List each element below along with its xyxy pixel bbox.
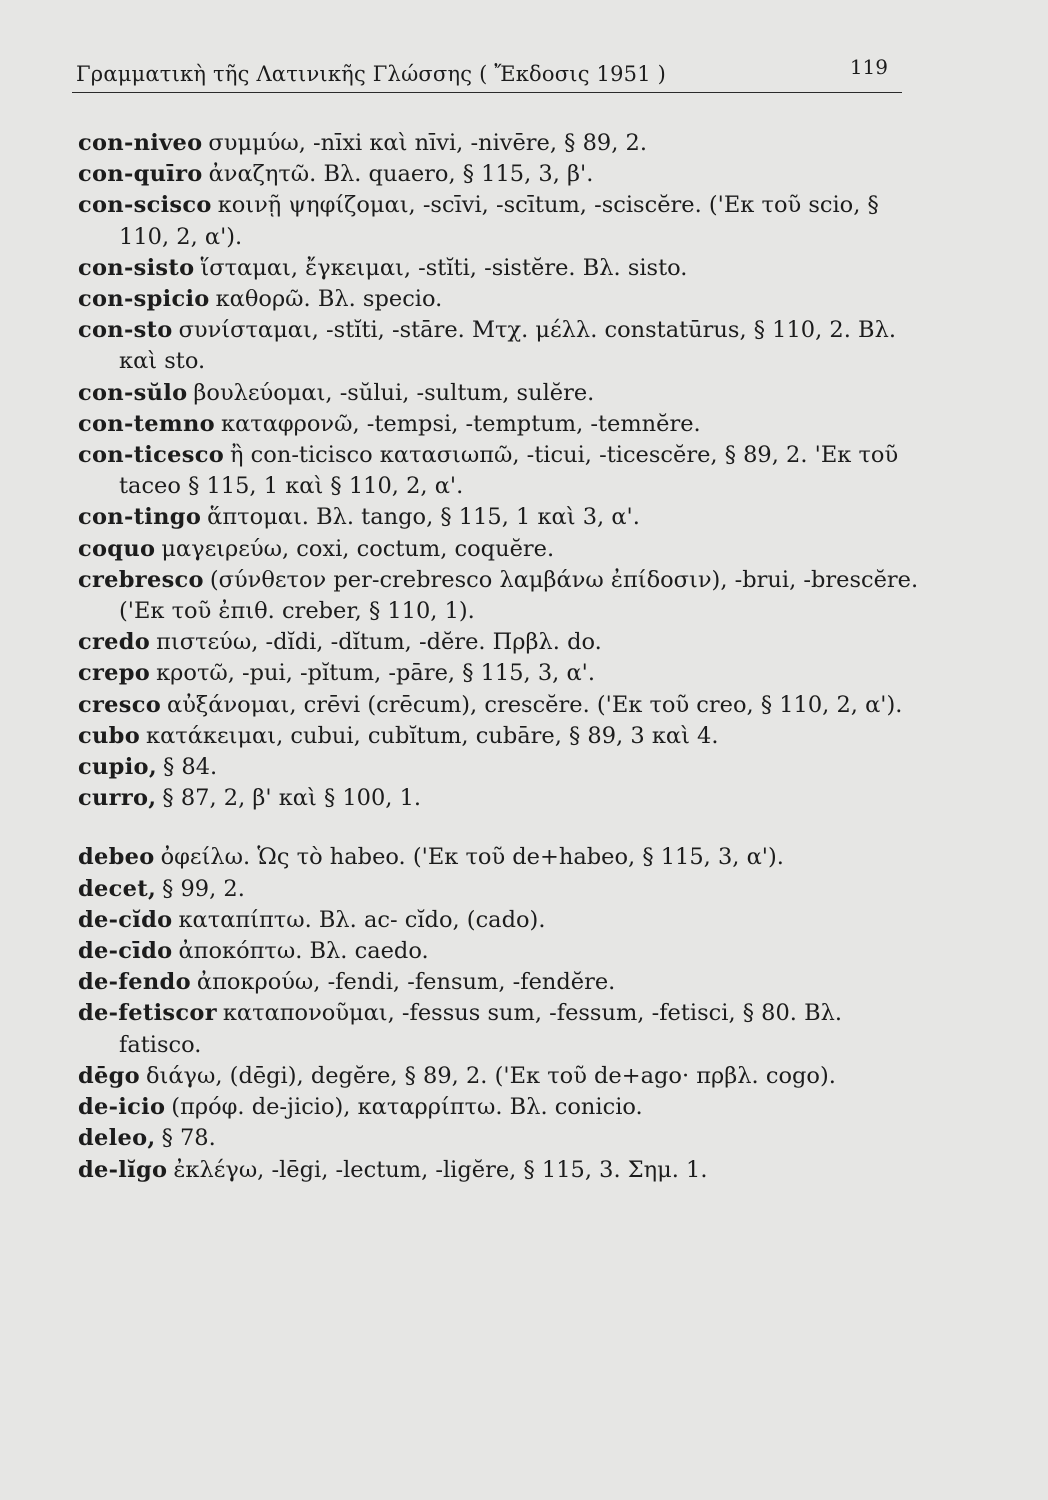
entry-lemma: dēgo xyxy=(78,1062,140,1089)
entry-definition: πιστεύω, -dĭdi, -dĭtum, -dĕre. Πρβλ. do. xyxy=(156,629,602,656)
dictionary-entry xyxy=(78,378,923,409)
entry-definition: ἀποκόπτω. Βλ. caedo. xyxy=(178,938,429,965)
entry-lemma: con-ticesco xyxy=(78,442,225,469)
dictionary-entry xyxy=(78,159,923,190)
dictionary-entry xyxy=(78,721,923,752)
dictionary-entry xyxy=(78,967,923,998)
dictionary-entry xyxy=(78,128,923,159)
entry-definition: κατάκειμαι, cubui, cubĭtum, cubāre, § 89, 3 καὶ 4. xyxy=(146,722,719,749)
entry-definition: ὀφείλω. Ὡς τὸ habeo. ('Εκ τοῦ de+habeo, § 115, 3, α'). xyxy=(160,844,784,871)
entry-definition: κροτῶ, -pui, -pĭtum, -pāre, § 115, 3, α'. xyxy=(156,660,596,687)
dictionary-entry xyxy=(78,1092,923,1123)
entry-lemma: debeo xyxy=(78,844,155,871)
entry-lemma: de-lĭgo xyxy=(78,1156,168,1183)
entry-lemma: de-icio xyxy=(78,1094,166,1121)
entry-definition: ἐκλέγω, -lēgi, -lectum, -ligĕre, § 115, 3. Σημ. 1. xyxy=(173,1156,708,1183)
dictionary-entry xyxy=(78,409,923,440)
entry-lemma: con-temno xyxy=(78,410,215,437)
dictionary-entry xyxy=(78,502,923,533)
entry-definition: § 78. xyxy=(161,1125,216,1152)
dictionary-entry xyxy=(78,783,923,814)
entry-definition: καταφρονῶ, -tempsi, -temptum, -temnĕre. xyxy=(221,410,701,437)
entry-definition: καταπονοῦμαι, -fessus sum, -fessum, -fetisci, § 80. Βλ. fatisco. xyxy=(119,1000,843,1058)
dictionary-entry xyxy=(78,874,923,905)
entry-definition: καθορῶ. Βλ. specio. xyxy=(215,286,443,313)
entry-definition: ἀναζητῶ. Βλ. quaero, § 115, 3, β'. xyxy=(208,161,594,188)
dictionary-entry xyxy=(78,658,923,689)
entry-lemma: crebresco xyxy=(78,566,204,593)
dictionary-entry xyxy=(78,842,923,873)
running-head xyxy=(72,52,902,93)
entry-definition: συμμύω, -nīxi καὶ nīvi, -nivēre, § 89, 2. xyxy=(208,130,647,156)
entry-definition: § 84. xyxy=(162,754,218,781)
entry-lemma: curro, xyxy=(78,785,157,812)
entry-lemma: con-sto xyxy=(78,317,173,344)
entry-definition: § 87, 2, β' καὶ § 100, 1. xyxy=(162,785,422,812)
entry-lemma: con-sisto xyxy=(78,254,195,281)
entry-definition: καταπίπτω. Βλ. ac- cĭdo, (cado). xyxy=(178,906,546,933)
entry-lemma: cresco xyxy=(78,691,162,718)
dictionary-entry xyxy=(78,998,923,1060)
dictionary-entry xyxy=(78,905,923,936)
dictionary-entry xyxy=(78,284,923,315)
page-number: 119 xyxy=(849,55,888,79)
entry-lemma: deleo, xyxy=(78,1125,156,1152)
entry-lemma: con-tingo xyxy=(78,504,202,531)
dictionary-entry xyxy=(78,1123,923,1154)
dictionary-entry xyxy=(78,565,923,627)
dictionary-entry xyxy=(78,627,923,658)
entry-definition: αὐξάνομαι, crēvi (crēcum), crescĕre. ('Εκ τοῦ creo, § 110, 2, α'). xyxy=(167,691,903,718)
entry-lemma: con-spicio xyxy=(78,286,210,313)
entry-lemma: de-cĭdo xyxy=(78,906,173,933)
entry-lemma: cubo xyxy=(78,722,140,749)
dictionary-entry xyxy=(78,534,923,565)
dictionary-entry xyxy=(78,1155,923,1186)
entry-definition: § 99, 2. xyxy=(162,875,245,902)
entry-definition: συνίσταμαι, -stĭti, -stāre. Μτχ. μέλλ. constatūrus, § 110, 2. Βλ. καὶ sto. xyxy=(119,317,896,375)
dictionary-entries xyxy=(78,128,923,1186)
dictionary-entry xyxy=(78,936,923,967)
entry-lemma: decet, xyxy=(78,875,157,902)
dictionary-entry xyxy=(78,253,923,284)
entry-definition: ἅπτομαι. Βλ. tango, § 115, 1 καὶ 3, α'. xyxy=(207,504,640,531)
entry-lemma: de-fetiscor xyxy=(78,1000,217,1027)
entry-lemma: de-cīdo xyxy=(78,938,173,965)
entry-definition: μαγειρεύω, coxi, coctum, coquĕre. xyxy=(161,535,555,562)
running-head-title: Γραμματικὴ τῆς Λατινικῆς Γλώσσης ( Ἔκδοσις 1951 ) xyxy=(76,62,667,86)
dictionary-entry xyxy=(78,690,923,721)
entry-lemma: de-fendo xyxy=(78,969,191,996)
entry-lemma: con-niveo xyxy=(78,130,203,156)
dictionary-entry xyxy=(78,752,923,783)
entry-lemma: crepo xyxy=(78,660,151,687)
entry-lemma: cupio, xyxy=(78,754,157,781)
dictionary-entry xyxy=(78,315,923,377)
entry-definition: διάγω, (dēgi), degĕre, § 89, 2. ('Εκ τοῦ de+ago· πρβλ. cogo). xyxy=(146,1062,836,1089)
dictionary-entry xyxy=(78,1061,923,1092)
entry-definition: κοινῇ ψηφίζομαι, -scīvi, -scītum, -sciscĕre. ('Εκ τοῦ scio, § 110, 2, α'). xyxy=(119,192,879,250)
entry-definition: ἵσταμαι, ἔγκειμαι, -stĭti, -sistĕre. Βλ. sisto. xyxy=(200,254,688,281)
entry-lemma: con-sŭlo xyxy=(78,379,188,406)
entry-lemma: coquo xyxy=(78,535,156,562)
entry-definition: ἢ con-ticisco κατασιωπῶ, -ticui, -ticescĕre, § 89, 2. 'Εκ τοῦ taceo § 115, 1 καὶ § 110, 2, α'. xyxy=(119,442,899,500)
entry-lemma: credo xyxy=(78,629,151,656)
entry-definition: (σύνθετον per-crebresco λαμβάνω ἐπίδοσιν), -brui, -brescĕre. ('Εκ τοῦ ἐπιθ. creber, § 110, 1). xyxy=(119,566,919,625)
dictionary-entry xyxy=(78,440,923,502)
entry-definition: ἀποκρούω, -fendi, -fensum, -fendĕre. xyxy=(196,969,616,996)
entry-lemma: con-quīro xyxy=(78,161,203,188)
dictionary-entry xyxy=(78,190,923,252)
entry-definition: βουλεύομαι, -sŭlui, -sultum, sulĕre. xyxy=(193,379,595,406)
entry-definition: (πρόφ. de-jicio), καταρρίπτω. Βλ. conicio. xyxy=(171,1094,643,1121)
entry-lemma: con-scisco xyxy=(78,192,212,219)
